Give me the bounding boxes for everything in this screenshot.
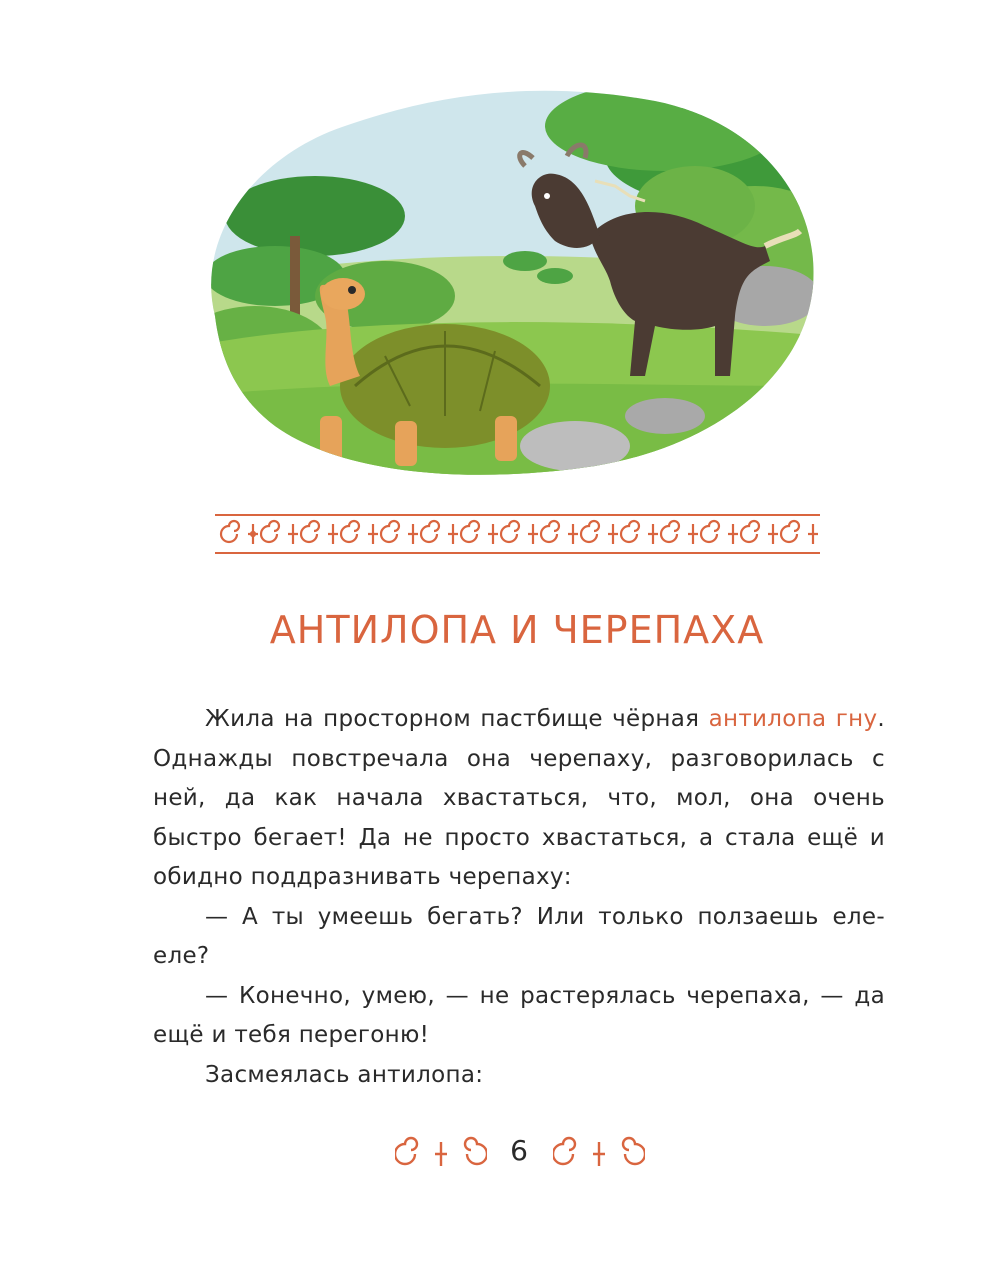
story-illustration (195, 86, 825, 478)
highlighted-term: антилопа гну (708, 706, 878, 732)
paragraph-3: — Конечно, умею, — не растерялась черепаха, — да ещё и тебя перегоню! (153, 982, 885, 1048)
page-footer (395, 1132, 645, 1176)
spiral-ornament-icon (215, 512, 820, 556)
paragraph-1 (153, 700, 885, 898)
paragraph-1-start: Жила на просторном пастбище чёрная (205, 706, 709, 732)
paragraph-2: — А ты умеешь бегать? Или только ползаешь еле-еле? (153, 903, 885, 969)
page-number: 6 (510, 1134, 528, 1167)
story-body (153, 700, 885, 1095)
ornament-divider (215, 512, 820, 556)
footer-ornament-right-icon (553, 1136, 645, 1172)
paragraph-1-rest: . Однажды повстречала она черепаху, разговорилась с ней, да как начала хвастаться, что, мол, она очень быстро бегает! Да не просто хвастаться, а стала ещё и обидно поддразнивать черепаху: (153, 706, 885, 890)
paragraph-4: Засмеялась антилопа: (205, 1061, 484, 1088)
footer-ornament-left-icon (395, 1136, 487, 1172)
tortoise-and-wildebeest-illustration (195, 86, 825, 478)
story-title: АНТИЛОПА И ЧЕРЕПАХА (269, 608, 765, 652)
